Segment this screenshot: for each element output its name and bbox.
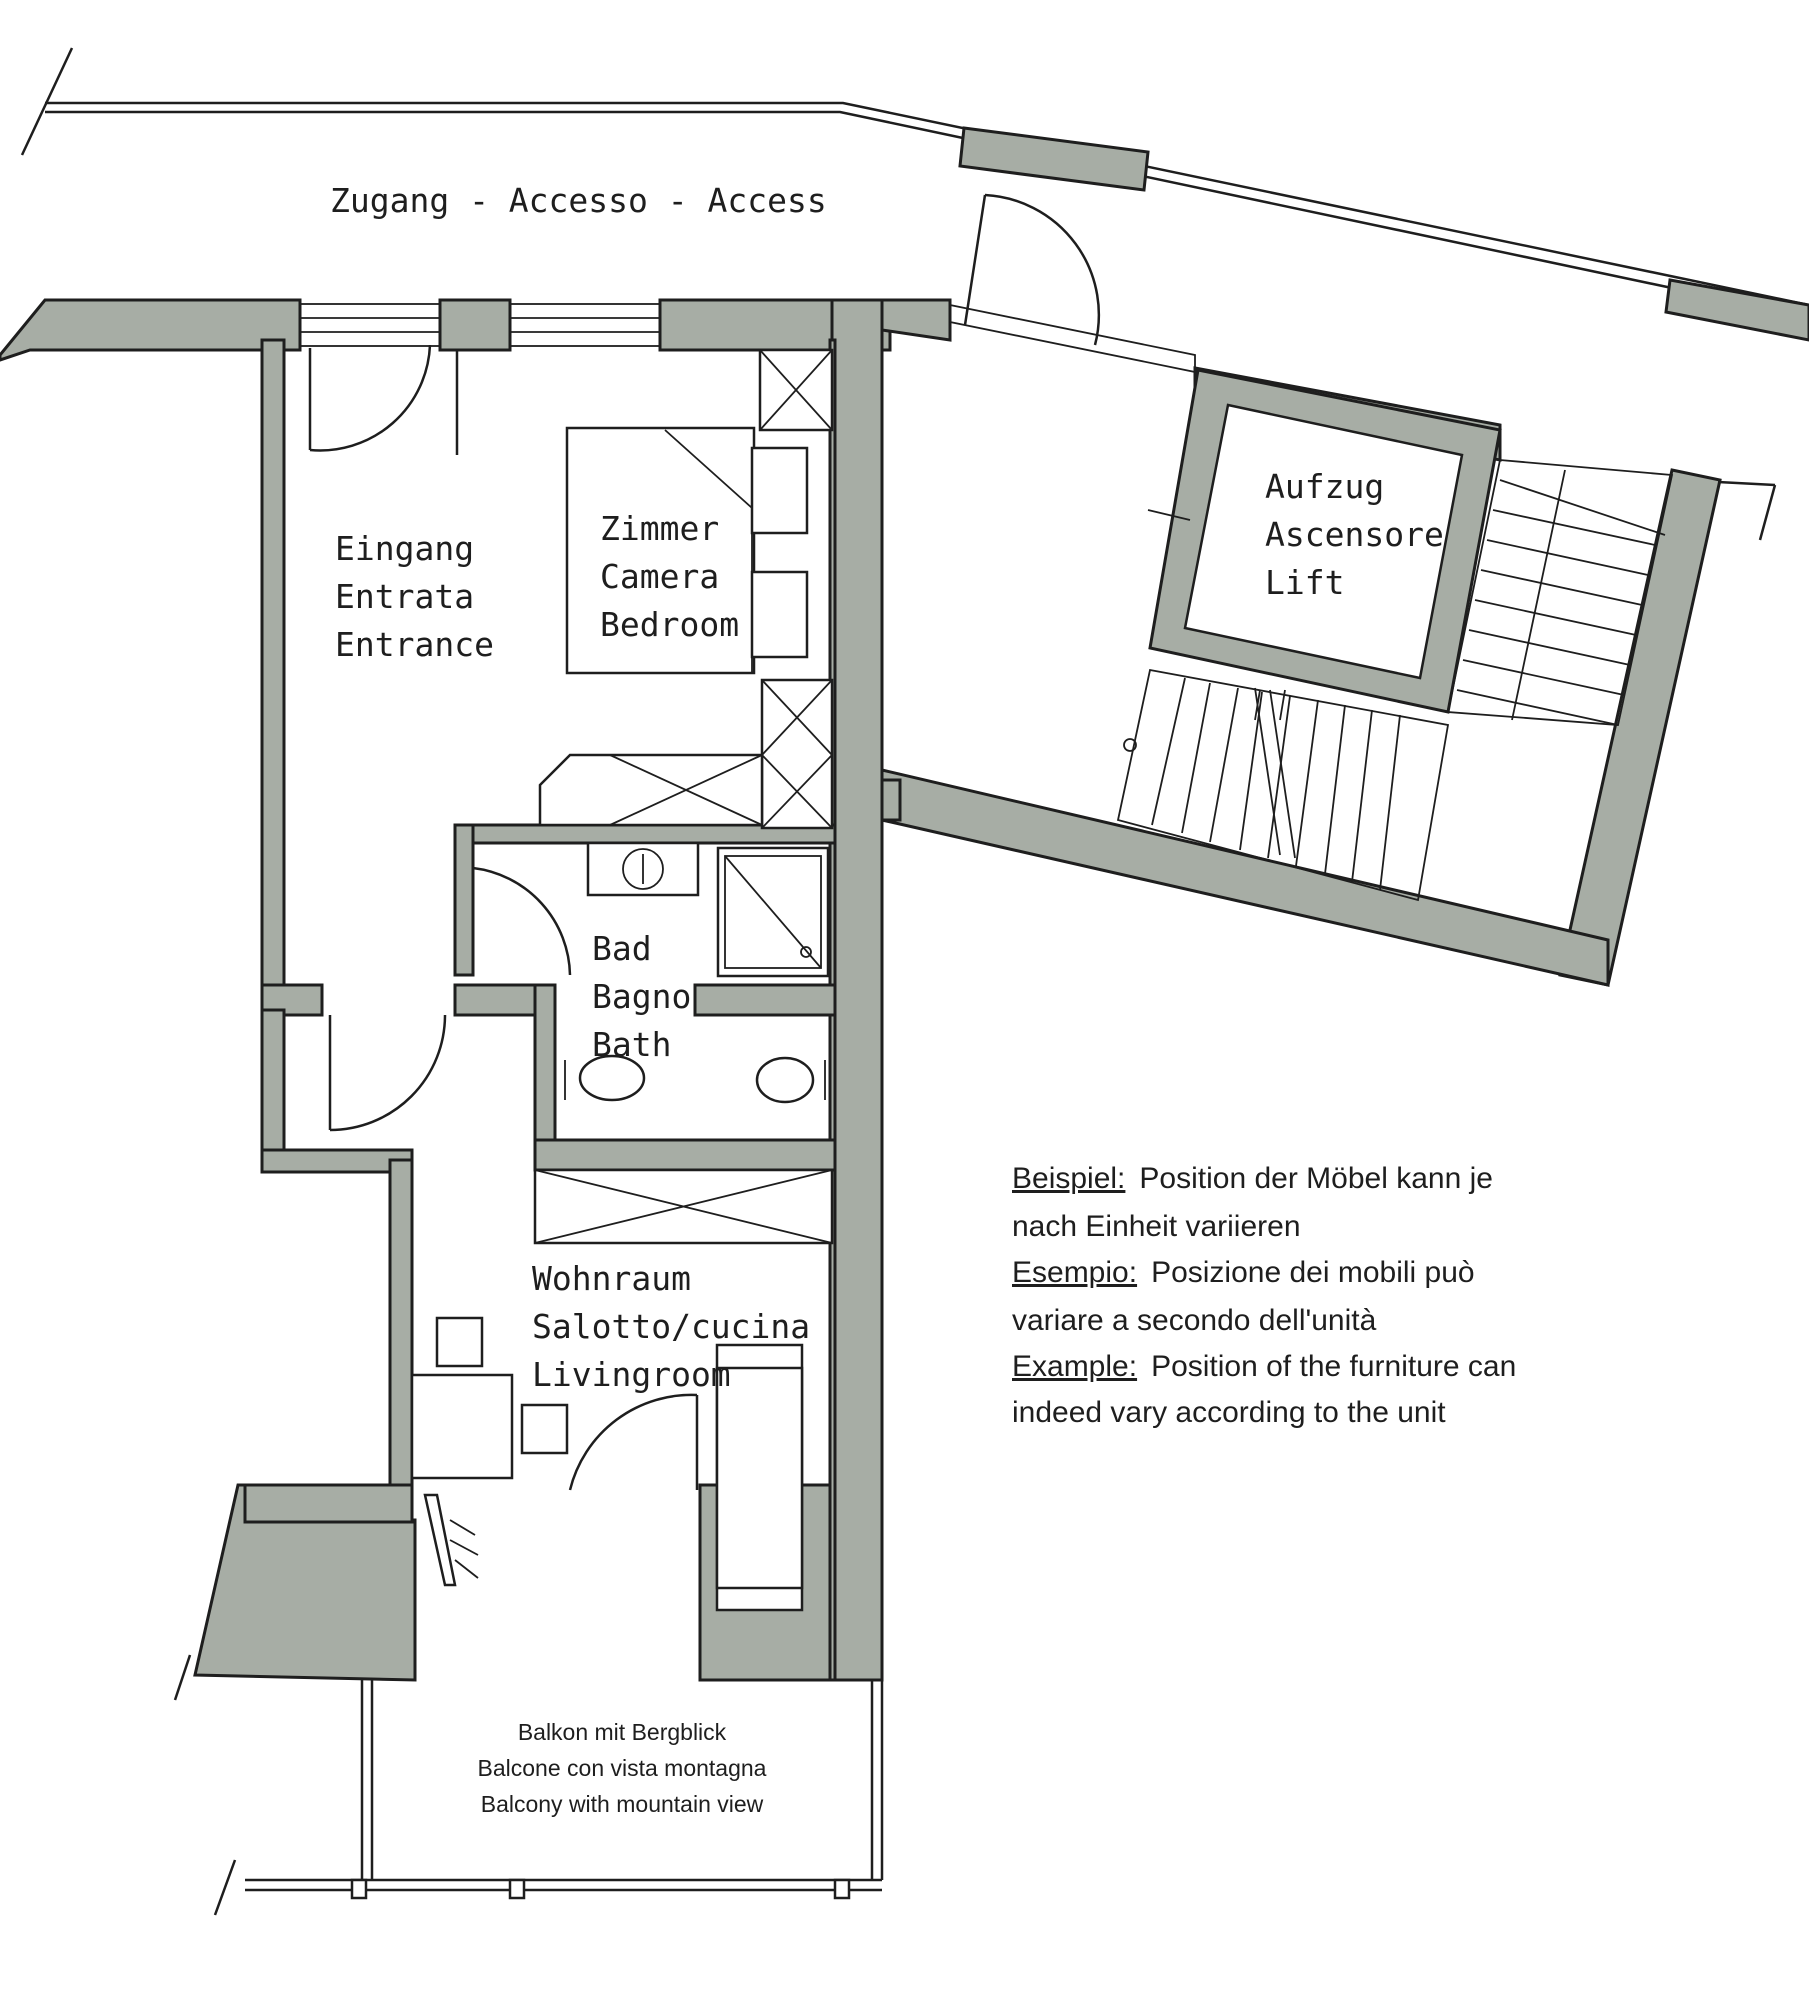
note-en-text: Position of the furniture can — [1151, 1350, 1517, 1383]
furniture-note — [1012, 1162, 1516, 1429]
svg-text:Beispiel: Position der M — [1012, 1162, 1493, 1195]
svg-text:Bagno: Bagno — [592, 977, 692, 1016]
svg-text:Example: Position of the — [1012, 1350, 1516, 1383]
access-wall-segment — [960, 128, 1148, 190]
svg-text:Balkon mit Bergblick: Balkon mit Bergblick — [517, 1719, 727, 1745]
svg-text:Entrata: Entrata — [335, 577, 475, 616]
note-en-label: Example: — [1012, 1350, 1138, 1383]
note-it-label: Esempio: — [1012, 1256, 1138, 1289]
balcony-label — [478, 1719, 767, 1817]
walls — [0, 300, 1775, 1680]
balcony — [175, 1655, 882, 1915]
svg-text:variare a secondo dell'unità: variare a secondo dell'unità — [1012, 1304, 1377, 1337]
svg-text:Camera: Camera — [600, 557, 720, 596]
svg-text:Esempio: Posizione dei m — [1012, 1256, 1475, 1289]
svg-text:nach Einheit variieren: nach Einheit variieren — [1012, 1210, 1301, 1243]
svg-text:Livingroom: Livingroom — [532, 1355, 731, 1394]
svg-text:Bad: Bad — [592, 929, 652, 968]
bath-label — [592, 929, 691, 1064]
access-path — [22, 48, 1809, 340]
svg-text:Lift: Lift — [1265, 563, 1345, 602]
bedroom-label — [600, 509, 739, 644]
svg-text:indeed vary according to the u: indeed vary according to the unit — [1012, 1396, 1446, 1429]
note-it-text: Posizione dei mobili può — [1151, 1256, 1475, 1289]
svg-text:Balcone con vista montagna: Balcone con vista montagna — [477, 1755, 767, 1781]
svg-text:Aufzug: Aufzug — [1265, 467, 1385, 506]
svg-text:Zimmer: Zimmer — [600, 509, 720, 548]
svg-text:Bedroom: Bedroom — [600, 605, 740, 644]
svg-text:Bath: Bath — [592, 1025, 672, 1064]
svg-text:Salotto/cucina: Salotto/cucina — [532, 1307, 811, 1346]
svg-text:Ascensore: Ascensore — [1265, 515, 1444, 554]
svg-text:Eingang: Eingang — [335, 529, 475, 568]
svg-text:Entrance: Entrance — [335, 625, 494, 664]
note-de-label: Beispiel: — [1012, 1162, 1126, 1195]
entrance-label — [335, 529, 494, 664]
access-label: Zugang - Accesso - Access — [330, 181, 827, 220]
note-de-text: Position der Möbel kann je — [1139, 1162, 1493, 1195]
svg-text:Balcony with mountain view: Balcony with mountain view — [480, 1791, 764, 1817]
svg-text:Wohnraum: Wohnraum — [532, 1259, 691, 1298]
